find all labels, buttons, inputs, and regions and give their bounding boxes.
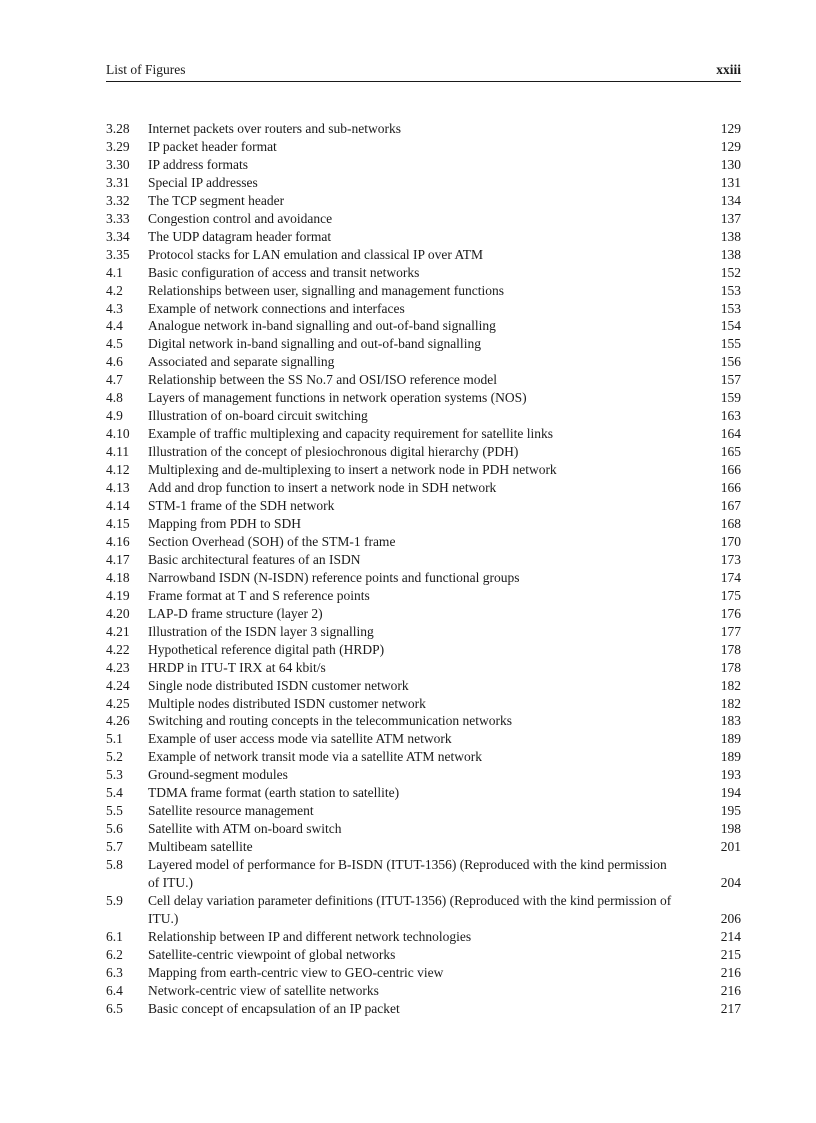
figure-title: Section Overhead (SOH) of the STM-1 frame bbox=[148, 533, 396, 549]
figure-entry bbox=[106, 820, 741, 838]
figure-entry bbox=[106, 892, 741, 928]
figure-entry bbox=[106, 317, 741, 335]
figure-entry bbox=[106, 766, 741, 784]
figure-page: 214 bbox=[720, 928, 741, 944]
figure-page: 138 bbox=[720, 246, 741, 262]
figure-entry bbox=[106, 443, 741, 461]
figure-title: IP address formats bbox=[148, 156, 248, 172]
figure-entry bbox=[106, 587, 741, 605]
figure-number: 3.32 bbox=[106, 192, 130, 208]
figure-page: 153 bbox=[720, 300, 741, 316]
figure-page: 137 bbox=[720, 210, 741, 226]
figure-entry bbox=[106, 156, 741, 174]
figure-title: Special IP addresses bbox=[148, 174, 258, 190]
figure-entry bbox=[106, 335, 741, 353]
figure-page: 173 bbox=[720, 551, 741, 567]
figure-number: 4.22 bbox=[106, 641, 130, 657]
figure-title: Mapping from PDH to SDH bbox=[148, 515, 302, 531]
figure-title: Cell delay variation parameter definitions (ITUT-1356) (Reproduced with the kind permission of ITU.) bbox=[148, 892, 672, 926]
figure-page: 216 bbox=[720, 982, 741, 998]
figure-number: 4.7 bbox=[106, 372, 123, 388]
figure-entry bbox=[106, 856, 741, 892]
figure-number: 4.16 bbox=[106, 533, 130, 549]
figure-title: Layered model of performance for B-ISDN (ITUT-1356) (Reproduced with the kind permission of ITU.) bbox=[148, 857, 667, 891]
figure-title: TDMA frame format (earth station to satellite) bbox=[148, 785, 400, 801]
figure-title: Basic configuration of access and transit networks bbox=[148, 264, 420, 280]
figure-title: Network-centric view of satellite networks bbox=[148, 982, 379, 998]
figure-page: 138 bbox=[720, 228, 741, 244]
figure-number: 5.1 bbox=[106, 731, 123, 747]
figure-title: Ground-segment modules bbox=[148, 767, 288, 783]
figure-title: Associated and separate signalling bbox=[148, 354, 335, 370]
figure-title: Frame format at T and S reference points bbox=[148, 587, 370, 603]
figure-page: 194 bbox=[720, 785, 741, 801]
figure-page: 167 bbox=[720, 498, 741, 514]
figure-title: Basic concept of encapsulation of an IP packet bbox=[148, 1000, 400, 1016]
figure-page: 166 bbox=[720, 480, 741, 496]
figure-entry bbox=[106, 695, 741, 713]
figure-page: 215 bbox=[720, 946, 741, 962]
figure-number: 5.7 bbox=[106, 839, 123, 855]
figure-page: 168 bbox=[720, 515, 741, 531]
figure-title: The TCP segment header bbox=[148, 192, 285, 208]
figure-page: 154 bbox=[720, 318, 741, 334]
figure-title: Multibeam satellite bbox=[148, 839, 253, 855]
figure-number: 3.34 bbox=[106, 228, 130, 244]
figure-number: 4.12 bbox=[106, 462, 130, 478]
figure-page: 175 bbox=[720, 587, 741, 603]
figure-entry bbox=[106, 174, 741, 192]
figure-page: 131 bbox=[720, 174, 741, 190]
running-header bbox=[106, 61, 741, 82]
figure-entry bbox=[106, 138, 741, 156]
figure-title: Satellite with ATM on-board switch bbox=[148, 821, 342, 837]
figure-number: 5.9 bbox=[106, 892, 123, 908]
figure-title: Add and drop function to insert a network node in SDH network bbox=[148, 480, 497, 496]
figure-number: 5.2 bbox=[106, 749, 123, 765]
figure-title: Multiple nodes distributed ISDN customer network bbox=[148, 695, 426, 711]
figure-page: 164 bbox=[720, 426, 741, 442]
figure-title: Illustration of the ISDN layer 3 signalling bbox=[148, 623, 374, 639]
figure-entry bbox=[106, 802, 741, 820]
figure-number: 6.2 bbox=[106, 946, 123, 962]
figure-page: 177 bbox=[720, 623, 741, 639]
figure-number: 4.11 bbox=[106, 444, 130, 460]
figure-page: 176 bbox=[720, 605, 741, 621]
figure-number: 4.1 bbox=[106, 264, 123, 280]
figure-number: 4.20 bbox=[106, 605, 130, 621]
figure-page: 165 bbox=[720, 444, 741, 460]
figure-entry bbox=[106, 623, 741, 641]
figure-number: 4.13 bbox=[106, 480, 130, 496]
figure-title: Basic architectural features of an ISDN bbox=[148, 551, 361, 567]
figure-page: 189 bbox=[720, 749, 741, 765]
figure-number: 4.14 bbox=[106, 498, 130, 514]
header-title: List of Figures bbox=[106, 62, 186, 77]
figure-page: 166 bbox=[720, 462, 741, 478]
figure-entry bbox=[106, 264, 741, 282]
figure-title: Digital network in-band signalling and out-of-band signalling bbox=[148, 336, 481, 352]
figure-number: 4.8 bbox=[106, 390, 123, 406]
figure-entry bbox=[106, 641, 741, 659]
figure-page: 129 bbox=[720, 138, 741, 154]
figure-entry bbox=[106, 120, 741, 138]
figure-page: 182 bbox=[720, 695, 741, 711]
figure-title: Satellite-centric viewpoint of global networks bbox=[148, 946, 396, 962]
figure-entry bbox=[106, 712, 741, 730]
figure-title: Analogue network in-band signalling and out-of-band signalling bbox=[148, 318, 496, 334]
figure-title: Example of network transit mode via a satellite ATM network bbox=[148, 749, 483, 765]
figure-number: 3.33 bbox=[106, 210, 130, 226]
figure-number: 4.15 bbox=[106, 515, 130, 531]
figure-entry bbox=[106, 425, 741, 443]
figure-page: 155 bbox=[720, 336, 741, 352]
figure-number: 6.5 bbox=[106, 1000, 123, 1016]
figure-number: 6.3 bbox=[106, 964, 123, 980]
figure-page: 217 bbox=[720, 1000, 741, 1016]
figure-title: Example of traffic multiplexing and capacity requirement for satellite links bbox=[148, 426, 553, 442]
figure-page: 174 bbox=[720, 569, 741, 585]
figure-number: 4.6 bbox=[106, 354, 123, 370]
figure-page: 182 bbox=[720, 677, 741, 693]
figure-entry bbox=[106, 300, 741, 318]
figure-number: 4.2 bbox=[106, 282, 123, 298]
figure-entry bbox=[106, 389, 741, 407]
figure-number: 4.21 bbox=[106, 623, 130, 639]
figure-title: Example of user access mode via satellite ATM network bbox=[148, 731, 452, 747]
figure-page: 201 bbox=[720, 839, 741, 855]
figure-page: 216 bbox=[720, 964, 741, 980]
figure-number: 4.19 bbox=[106, 587, 130, 603]
figure-title: Layers of management functions in network operation systems (NOS) bbox=[148, 390, 527, 406]
figure-number: 5.6 bbox=[106, 821, 123, 837]
figure-page: 156 bbox=[720, 354, 741, 370]
figure-entry bbox=[106, 497, 741, 515]
figure-entry bbox=[106, 407, 741, 425]
figure-number: 3.35 bbox=[106, 246, 130, 262]
figure-entry bbox=[106, 210, 741, 228]
figure-entry bbox=[106, 982, 741, 1000]
figure-number: 3.28 bbox=[106, 121, 130, 136]
figure-title: LAP-D frame structure (layer 2) bbox=[148, 605, 323, 621]
figure-page: 204 bbox=[720, 875, 741, 891]
figure-page: 198 bbox=[720, 821, 741, 837]
figure-list bbox=[106, 120, 741, 1018]
figure-number: 5.5 bbox=[106, 803, 123, 819]
header-page-number: xxiii bbox=[716, 62, 741, 77]
figure-number: 4.5 bbox=[106, 336, 123, 352]
figure-page: 193 bbox=[720, 767, 741, 783]
figure-page: 183 bbox=[720, 713, 741, 729]
figure-title: Protocol stacks for LAN emulation and classical IP over ATM bbox=[148, 246, 484, 262]
figure-entry bbox=[106, 461, 741, 479]
figure-number: 4.4 bbox=[106, 318, 123, 334]
figure-entry bbox=[106, 784, 741, 802]
figure-number: 4.17 bbox=[106, 551, 130, 567]
figure-entry bbox=[106, 928, 741, 946]
figure-entry bbox=[106, 730, 741, 748]
figure-number: 4.3 bbox=[106, 300, 123, 316]
figure-number: 4.18 bbox=[106, 569, 130, 585]
figure-entry bbox=[106, 515, 741, 533]
figure-page: 153 bbox=[720, 282, 741, 298]
figure-title: Congestion control and avoidance bbox=[148, 210, 333, 226]
figure-entry bbox=[106, 533, 741, 551]
figure-entry bbox=[106, 748, 741, 766]
figure-title: Satellite resource management bbox=[148, 803, 314, 819]
figure-title: Switching and routing concepts in the telecommunication networks bbox=[148, 713, 513, 729]
figure-number: 6.1 bbox=[106, 928, 123, 944]
figure-title: Relationship between IP and different network technologies bbox=[148, 928, 472, 944]
figure-title: HRDP in ITU-T IRX at 64 kbit/s bbox=[148, 659, 326, 675]
figure-number: 3.29 bbox=[106, 138, 130, 154]
figure-title: Multiplexing and de-multiplexing to insert a network node in PDH network bbox=[148, 462, 557, 478]
figure-page: 130 bbox=[720, 156, 741, 172]
figure-number: 4.10 bbox=[106, 426, 130, 442]
figure-title: Hypothetical reference digital path (HRDP) bbox=[148, 641, 385, 657]
figure-page: 134 bbox=[720, 192, 741, 208]
figure-page: 157 bbox=[720, 372, 741, 388]
figure-entry bbox=[106, 605, 741, 623]
figure-entry bbox=[106, 569, 741, 587]
figure-page: 170 bbox=[720, 533, 741, 549]
figure-entry bbox=[106, 1000, 741, 1018]
figure-title: Mapping from earth-centric view to GEO-centric view bbox=[148, 964, 444, 980]
figure-entry bbox=[106, 246, 741, 264]
figure-entry bbox=[106, 371, 741, 389]
figure-number: 5.3 bbox=[106, 767, 123, 783]
figure-page: 129 bbox=[720, 121, 741, 136]
figure-entry bbox=[106, 551, 741, 569]
figure-number: 3.30 bbox=[106, 156, 130, 172]
figure-title: Internet packets over routers and sub-networks bbox=[148, 121, 402, 136]
figure-title: Relationship between the SS No.7 and OSI/ISO reference model bbox=[148, 372, 498, 388]
figure-number: 3.31 bbox=[106, 174, 130, 190]
figure-page: 159 bbox=[720, 390, 741, 406]
figure-page: 152 bbox=[720, 264, 741, 280]
figure-number: 5.8 bbox=[106, 857, 123, 873]
figure-entry bbox=[106, 192, 741, 210]
figure-entry bbox=[106, 659, 741, 677]
figure-page: 178 bbox=[720, 659, 741, 675]
figure-page: 206 bbox=[720, 910, 741, 926]
figure-title: Illustration of the concept of plesiochronous digital hierarchy (PDH) bbox=[148, 444, 519, 460]
figure-number: 4.23 bbox=[106, 659, 130, 675]
figure-number: 4.9 bbox=[106, 408, 123, 424]
figure-entry bbox=[106, 838, 741, 856]
figure-entry bbox=[106, 677, 741, 695]
figure-entry bbox=[106, 282, 741, 300]
figure-page: 195 bbox=[720, 803, 741, 819]
figure-title: Example of network connections and interfaces bbox=[148, 300, 405, 316]
figure-page: 178 bbox=[720, 641, 741, 657]
figure-number: 4.26 bbox=[106, 713, 130, 729]
figure-entry bbox=[106, 946, 741, 964]
figure-title: STM-1 frame of the SDH network bbox=[148, 498, 335, 514]
figure-page: 189 bbox=[720, 731, 741, 747]
figure-entry bbox=[106, 353, 741, 371]
figure-number: 4.25 bbox=[106, 695, 130, 711]
figure-number: 5.4 bbox=[106, 785, 123, 801]
figure-number: 4.24 bbox=[106, 677, 130, 693]
figure-title: Narrowband ISDN (N-ISDN) reference points and functional groups bbox=[148, 569, 520, 585]
figure-page: 163 bbox=[720, 408, 741, 424]
figure-title: Single node distributed ISDN customer network bbox=[148, 677, 409, 693]
figure-entry bbox=[106, 964, 741, 982]
figure-title: IP packet header format bbox=[148, 138, 277, 154]
figure-entry bbox=[106, 228, 741, 246]
figure-title: The UDP datagram header format bbox=[148, 228, 332, 244]
figure-entry bbox=[106, 479, 741, 497]
figure-number: 6.4 bbox=[106, 982, 123, 998]
figure-title: Illustration of on-board circuit switching bbox=[148, 408, 368, 424]
figure-title: Relationships between user, signalling and management functions bbox=[148, 282, 505, 298]
